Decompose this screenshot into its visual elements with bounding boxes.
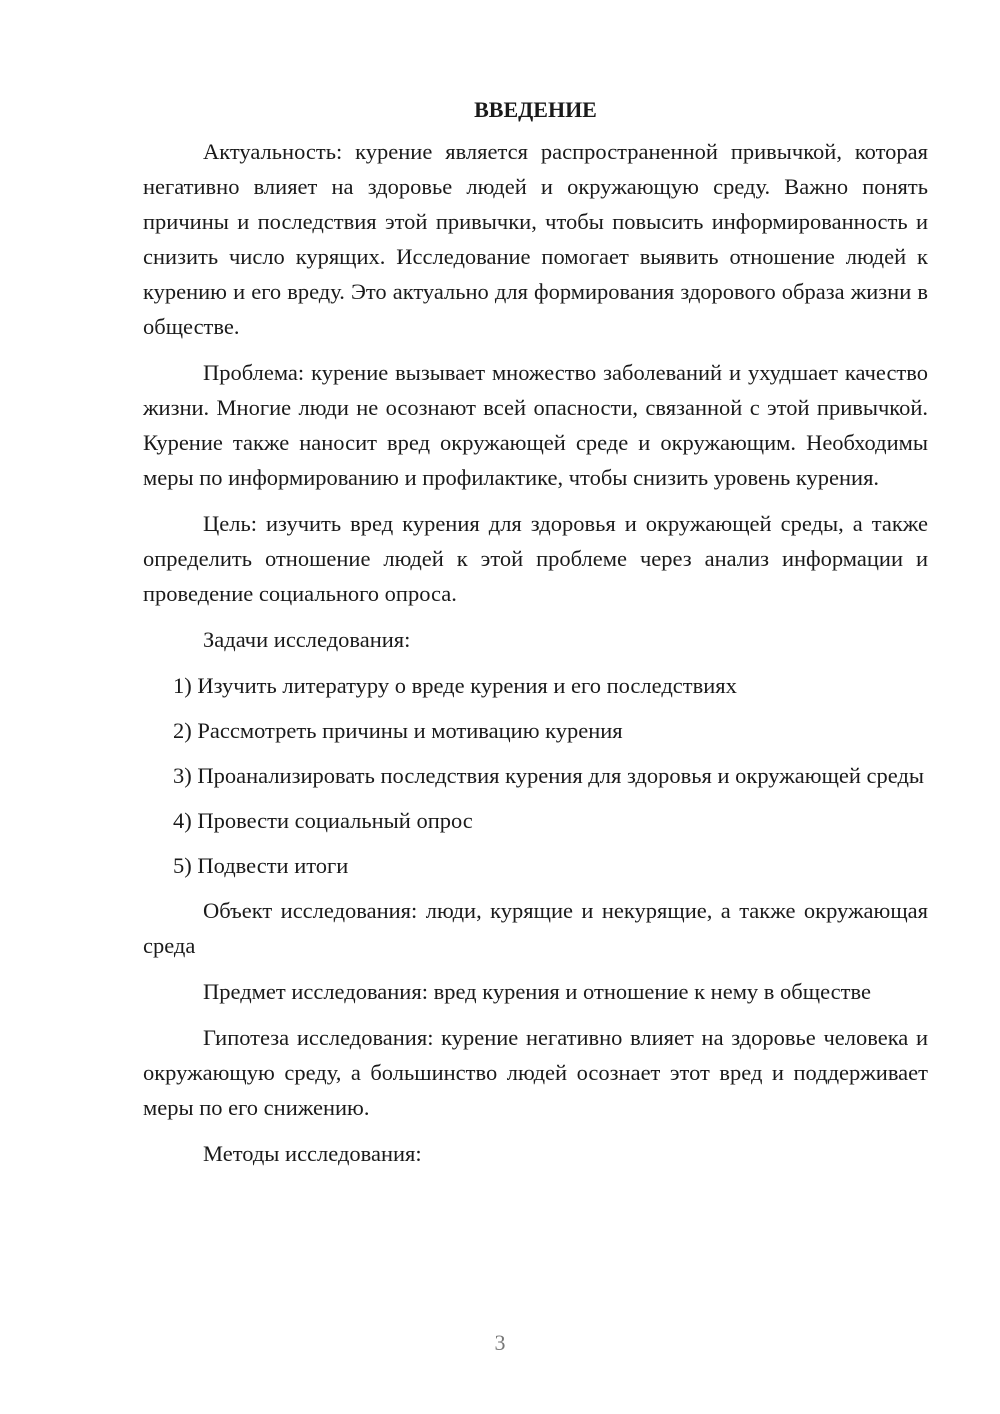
- page-number: 3: [494, 1330, 506, 1355]
- paragraph-goal: Цель: изучить вред курения для здоровья и окружающей среды, а также определить отношение людей к этой проблеме через анализ информации и проведение социального опроса.: [143, 511, 928, 606]
- task-item-4: 4) Провести социальный опрос: [173, 808, 473, 833]
- paragraph-subject: Предмет исследования: вред курения и отношение к нему в обществе: [203, 979, 871, 1004]
- paragraph-methods: Методы исследования:: [203, 1141, 422, 1166]
- task-item-5: 5) Подвести итоги: [173, 853, 349, 878]
- paragraph-relevance: Актуальность: курение является распространенной привычкой, которая негативно влияет на здоровье людей и окружающую среду. Важно понять причины и последствия этой привычки, чтобы повысить информированность и снизить число курящих. Исследование помогает выявить отношение людей к курению и его вреду. Это актуально для формирования здорового образа жизни в обществе.: [143, 139, 928, 339]
- paragraph-object: Объект исследования: люди, курящие и некурящие, а также окружающая среда: [143, 898, 928, 958]
- task-item-2: 2) Рассмотреть причины и мотивацию курения: [173, 718, 623, 743]
- paragraph-hypothesis: Гипотеза исследования: курение негативно влияет на здоровье человека и окружающую среду, а большинство людей осознает этот вред и поддерживает меры по его снижению.: [143, 1025, 928, 1120]
- task-item-3: 3) Проанализировать последствия курения для здоровья и окружающей среды: [173, 763, 925, 788]
- page-title: ВВЕДЕНИЕ: [474, 97, 597, 122]
- task-item-1: 1) Изучить литературу о вреде курения и его последствиях: [173, 673, 737, 698]
- paragraph-problem: Проблема: курение вызывает множество заболеваний и ухудшает качество жизни. Многие люди не осознают всей опасности, связанной с этой привычкой. Курение также наносит вред окружающей среде и окружающим. Необходимы меры по информированию и профилактике, чтобы снизить уровень курения.: [143, 360, 928, 490]
- document-page: [143, 92, 928, 1182]
- paragraph-tasks-heading: Задачи исследования:: [203, 627, 411, 652]
